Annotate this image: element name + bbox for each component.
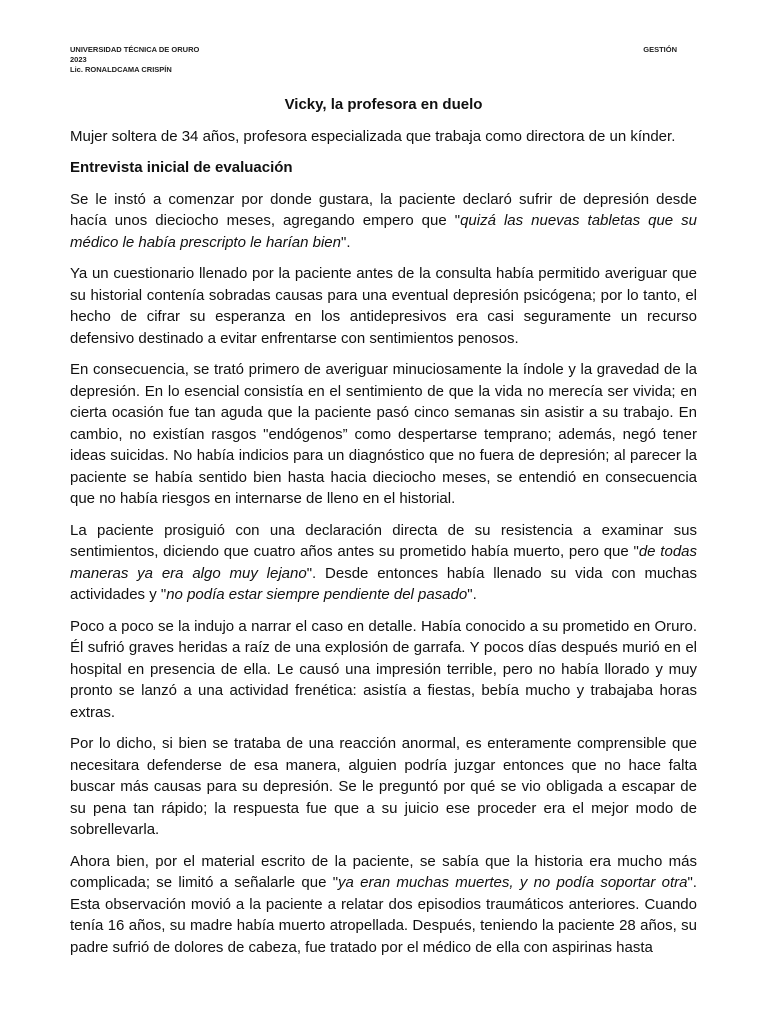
paragraph-1-text-b: ". bbox=[341, 233, 351, 251]
document-title: Vicky, la profesora en duelo bbox=[284, 96, 483, 113]
header-right-label: GESTIÓN bbox=[643, 45, 677, 54]
paragraph-2: Ya un cuestionario llenado por la paciente antes de la consulta había permitido averiguar que su historial contenía sobradas causas para una eventual depresión psicógena; por lo tanto, el hecho de cifrar su esperanza en los antidepresivos era casi seguramente un recurso defensivo destinado a evitar enfrentarse con sentimientos penosos. bbox=[70, 265, 697, 347]
paragraph-7 bbox=[70, 851, 697, 959]
paragraph-1-quote-1: quizá las nuevas tabletas que su médico le había prescripto le harían bien bbox=[70, 212, 697, 251]
paragraph-4-text-c: ". bbox=[467, 586, 477, 603]
paragraph-4 bbox=[70, 520, 697, 606]
header-lecturer: Lic. RONALDCAMA CRISPÍN bbox=[70, 65, 172, 74]
paragraph-7-quote-1: ya eran muchas muertes, y no podía soportar otra bbox=[338, 874, 688, 891]
document-body bbox=[70, 94, 697, 968]
paragraph-6: Por lo dicho, si bien se trataba de una reacción anormal, es enteramente comprensible que necesitara defenderse de esa manera, alguien podría juzgar entonces que no hace falta buscar más causas para su depresión. Se le preguntó por qué se vio obligada a escapar de su pena tan rápido; la respuesta fue que a su juicio ese proceder era el mejor modo de sobrellevarla. bbox=[70, 735, 697, 838]
section-heading: Entrevista inicial de evaluación bbox=[70, 159, 293, 176]
header-institution: UNIVERSIDAD TÉCNICA DE ORURO bbox=[70, 45, 200, 54]
paragraph-4-quote-1: de todas maneras ya era algo muy lejano bbox=[70, 543, 698, 582]
intro-paragraph: Mujer soltera de 34 años, profesora especializada que trabaja como directora de un kínder. bbox=[70, 127, 676, 145]
paragraph-7-text-a: Ahora bien, por el material escrito de la paciente, se sabía que la historia era mucho más complicada; se limitó a señalarle que " bbox=[70, 852, 697, 891]
paragraph-4-text-b: ". Desde entonces había llenado su vida con muchas actividades y " bbox=[70, 564, 697, 603]
paragraph-4-quote-2: no podía estar siempre pendiente del pasado bbox=[166, 586, 468, 603]
paragraph-7-text-b: ". Esta observación movió a la paciente a relatar dos episodios traumáticos anteriores. Cuando tenía 16 años, su madre había muerto atropellada. Después, teniendo la paciente 28 años, su padre sufrió de dolores de cabeza, fue tratado por el médico de ella con aspirinas hasta bbox=[70, 874, 697, 956]
header-year: 2023 bbox=[70, 55, 87, 64]
paragraph-3: En consecuencia, se trató primero de averiguar minuciosamente la índole y la gravedad de la depresión. En lo esencial consistía en el sentimiento de que la vida no merecía ser vivida; en cierta ocasión fue tan aguda que la paciente pasó cinco semanas sin asistir a su trabajo. En cambio, no existían rasgos "endógenos” como despertarse temprano; además, negó tener ideas suicidas. No había indicios para un diagnóstico que no fuera de depresión; al parecer la paciente se había sentido bien hasta hacia dieciocho meses, se entendió en consecuencia que no había riesgos en internarse de lleno en el historial. bbox=[70, 361, 697, 507]
paragraph-1-text-a: Se le instó a comenzar por donde gustara, la paciente declaró sufrir de depresión desde hacía unos dieciocho meses, agregando empero que " bbox=[70, 190, 697, 229]
paragraph-5: Poco a poco se la indujo a narrar el caso en detalle. Había conocido a su prometido en Oruro. Él sufrió graves heridas a raíz de una explosión de garrafa. Y pocos días después murió en el hospital en presencia de ella. Le causó una impresión terrible, pero no había llorado y muy pronto se lanzó a una actividad frenética: asistía a fiestas, bebía mucho y trabajaba horas extras. bbox=[70, 617, 697, 721]
paragraph-4-text-a: La paciente prosiguió con una declaración directa de su resistencia a examinar sus sentimientos, diciendo que cuatro años antes su prometido había muerto, pero que " bbox=[70, 521, 697, 560]
paragraph-1 bbox=[70, 189, 697, 254]
page-header bbox=[70, 45, 680, 75]
